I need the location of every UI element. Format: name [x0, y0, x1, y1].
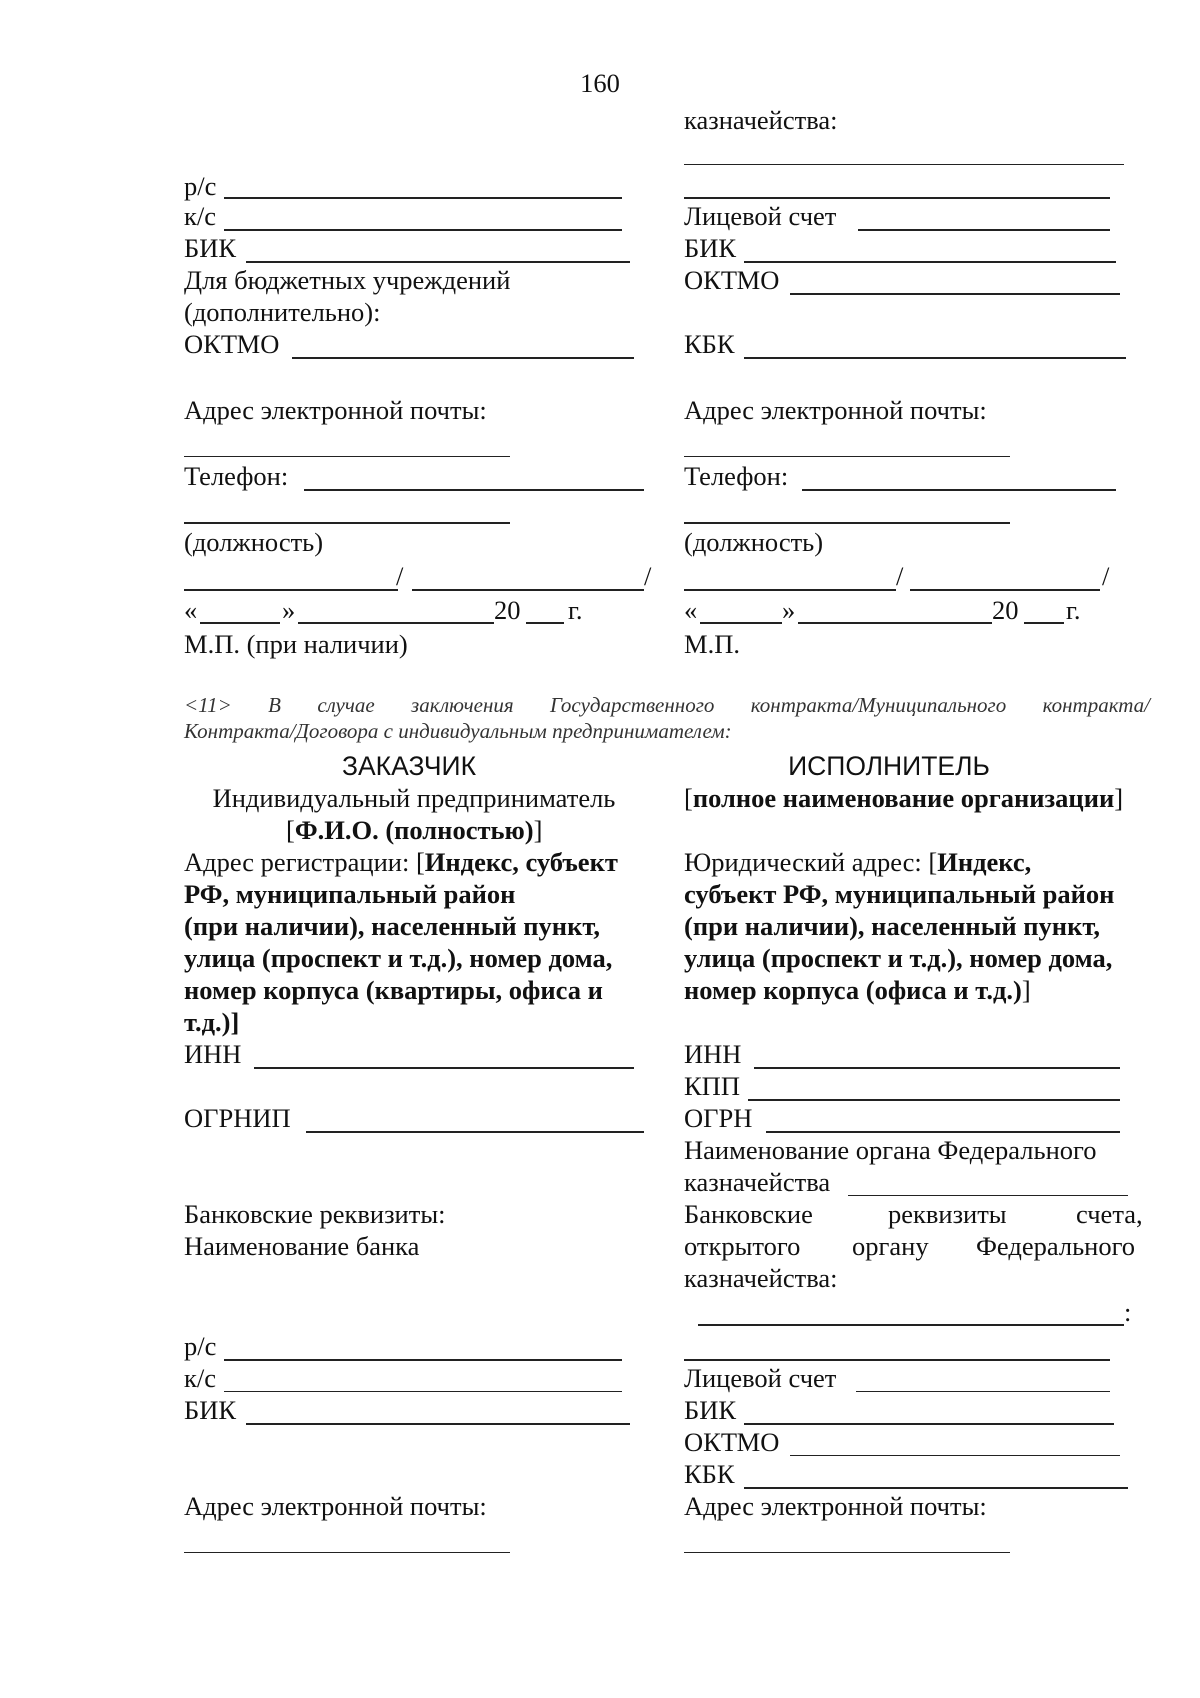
bik-field[interactable]: [246, 261, 630, 263]
rs-label: р/с: [184, 171, 217, 201]
kpp-label: КПП: [684, 1071, 740, 1101]
bank-name-label: Наименование банка: [184, 1231, 420, 1261]
customer-fio: [Ф.И.О. (полностью)]: [286, 815, 543, 845]
oktmo-field[interactable]: [292, 357, 634, 359]
account-field[interactable]: [858, 229, 1110, 231]
position-label-right: (должность): [684, 527, 824, 557]
phone-field-right[interactable]: [802, 489, 1116, 491]
acct-line-3: казначейства:: [684, 1263, 838, 1293]
underline: [684, 164, 1124, 165]
kbk-field-2[interactable]: [744, 1487, 1128, 1489]
acct-word: Банковские: [684, 1199, 813, 1229]
phone-label: Телефон:: [184, 461, 289, 491]
oktmo-label-right-2: ОКТМО: [684, 1427, 780, 1457]
date-quote-open: «: [184, 595, 198, 625]
account-field-2[interactable]: [856, 1391, 1110, 1392]
customer-heading: ЗАКАЗЧИК: [341, 751, 477, 781]
bik-label-2: БИК: [184, 1395, 237, 1425]
customer-address-line: номер корпуса (квартиры, офиса и: [184, 975, 603, 1005]
position-label: (должность): [184, 527, 324, 557]
seal-label: М.П. (при наличии): [184, 629, 408, 659]
acct-word: реквизиты: [888, 1199, 1007, 1229]
email-label: Адрес электронной почты:: [184, 395, 487, 425]
bik-label-right-2: БИК: [684, 1395, 737, 1425]
contractor-address-line: улица (проспект и т.д.), номер дома,: [684, 943, 1113, 973]
oktmo-field-right-2[interactable]: [790, 1455, 1120, 1456]
email-label-right-2: Адрес электронной почты:: [684, 1491, 987, 1521]
position-field-right[interactable]: [684, 522, 1010, 524]
treasury-label-2: казначейства: [684, 1167, 831, 1197]
budget-note: Для бюджетных учреждений: [184, 265, 511, 295]
treasury-field[interactable]: [684, 197, 1110, 199]
slash-separator: /: [396, 561, 404, 591]
signature-name-field[interactable]: [412, 589, 644, 591]
year-suffix: г.: [568, 595, 583, 625]
email-field-2[interactable]: [184, 1552, 510, 1553]
ks-field[interactable]: [224, 229, 622, 231]
oktmo-label-right: ОКТМО: [684, 265, 780, 295]
inn-field-right[interactable]: [754, 1067, 1120, 1069]
kbk-label: КБК: [684, 329, 735, 359]
customer-address-label: Адрес регистрации: [Индекс, субъект: [184, 847, 618, 877]
treasury-name-field[interactable]: [848, 1195, 1128, 1196]
rs-field-2[interactable]: [224, 1359, 622, 1361]
ogrn-label: ОГРН: [684, 1103, 753, 1133]
inn-label-right: ИНН: [684, 1039, 742, 1069]
bank-details-label: Банковские реквизиты:: [184, 1199, 446, 1229]
ogrnip-label: ОГРНИП: [184, 1103, 291, 1133]
contractor-address-line: (при наличии), населенный пункт,: [684, 911, 1100, 941]
rs-label-2: р/с: [184, 1331, 217, 1361]
signature-name-field-right[interactable]: [910, 589, 1100, 591]
acct-word: органу: [852, 1231, 929, 1261]
customer-address-line: (при наличии), населенный пункт,: [184, 911, 600, 941]
year-prefix-right: 20: [992, 595, 1019, 625]
contractor-heading: ИСПОЛНИТЕЛЬ: [788, 751, 990, 781]
customer-subtitle: Индивидуальный предприниматель: [212, 783, 616, 813]
bik-label-right: БИК: [684, 233, 737, 263]
account-label: Лицевой счет: [684, 201, 837, 231]
customer-address-line: улица (проспект и т.д.), номер дома,: [184, 943, 613, 973]
page-number: 160: [580, 68, 620, 98]
day-field-right[interactable]: [700, 622, 782, 624]
inn-field[interactable]: [254, 1067, 634, 1069]
footnote-line-2: Контракта/Договора с индивидуальным предпринимателем:: [184, 719, 732, 743]
ogrn-field[interactable]: [766, 1131, 1120, 1133]
phone-field[interactable]: [304, 489, 644, 491]
account-label-2: Лицевой счет: [684, 1363, 837, 1393]
customer-address-line: РФ, муниципальный район: [184, 879, 516, 909]
oktmo-field-right[interactable]: [790, 293, 1120, 295]
contractor-name: [полное наименование организации]: [684, 783, 1124, 813]
month-field[interactable]: [298, 622, 494, 624]
contractor-address-label: Юридический адрес: [Индекс,: [684, 847, 1032, 877]
year-prefix: 20: [494, 595, 521, 625]
kpp-field[interactable]: [748, 1099, 1120, 1101]
budget-note-2: (дополнительно):: [184, 297, 381, 327]
year-field-right[interactable]: [1024, 622, 1064, 624]
email-label-2: Адрес электронной почты:: [184, 1491, 487, 1521]
acct-word: открытого: [684, 1231, 801, 1261]
footnote-line-1: <11> В случае заключения Государственного контракта/Муниципального контракта/: [184, 693, 1150, 717]
treasury-account-field-2[interactable]: [684, 1359, 1110, 1361]
treasury-name-label: Наименование органа Федерального: [684, 1135, 1097, 1165]
seal-label-right: М.П.: [684, 629, 740, 659]
acct-word: счета,: [1076, 1199, 1143, 1229]
ks-label: к/с: [184, 201, 216, 231]
email-field[interactable]: [184, 456, 510, 457]
inn-label: ИНН: [184, 1039, 242, 1069]
position-field[interactable]: [184, 522, 510, 524]
day-field[interactable]: [200, 622, 280, 624]
email-label-right: Адрес электронной почты:: [684, 395, 987, 425]
slash-separator: /: [896, 561, 904, 591]
contractor-address-line: субъект РФ, муниципальный район: [684, 879, 1115, 909]
date-quote-close: »: [282, 595, 296, 625]
bik-label: БИК: [184, 233, 237, 263]
signature-field[interactable]: [184, 589, 398, 591]
rs-field[interactable]: [224, 197, 622, 199]
ks-label-2: к/с: [184, 1363, 216, 1393]
bik-field-right-2[interactable]: [744, 1423, 1114, 1425]
date-quote-close-right: »: [782, 595, 796, 625]
date-quote-open-right: «: [684, 595, 698, 625]
kbk-field[interactable]: [744, 357, 1126, 359]
slash-separator: /: [644, 561, 652, 591]
year-field[interactable]: [526, 622, 564, 624]
slash-separator: /: [1102, 561, 1110, 591]
email-field-right[interactable]: [684, 456, 1010, 457]
ks-field-2[interactable]: [224, 1391, 622, 1392]
kbk-label-2: КБК: [684, 1459, 735, 1489]
phone-label-right: Телефон:: [684, 461, 789, 491]
signature-field-right[interactable]: [684, 589, 896, 591]
oktmo-label: ОКТМО: [184, 329, 280, 359]
year-suffix-right: г.: [1066, 595, 1081, 625]
contractor-address-line: номер корпуса (офиса и т.д.)]: [684, 975, 1031, 1005]
bik-field-right[interactable]: [744, 261, 1116, 263]
treasury-continuation: казначейства:: [684, 105, 838, 135]
ogrnip-field[interactable]: [306, 1131, 644, 1133]
treasury-account-field[interactable]: [698, 1324, 1124, 1326]
month-field-right[interactable]: [798, 622, 992, 624]
bik-field-2[interactable]: [246, 1423, 630, 1425]
customer-address-line: т.д.)]: [184, 1007, 240, 1037]
colon: :: [1124, 1297, 1132, 1327]
acct-word: Федерального: [976, 1231, 1136, 1261]
email-field-right-2[interactable]: [684, 1552, 1010, 1553]
